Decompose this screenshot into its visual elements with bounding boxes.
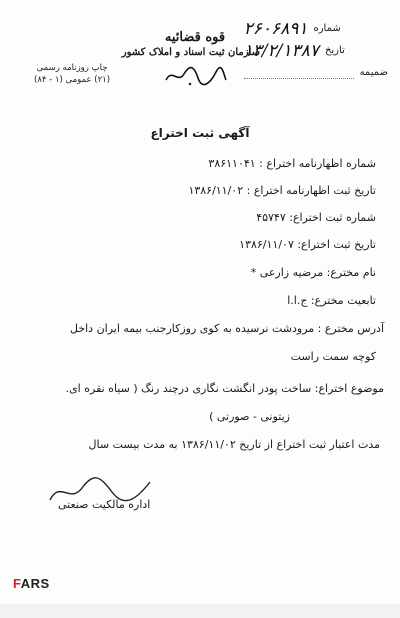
document-title: آگهی ثبت اختراع [150, 126, 250, 140]
date-value: ۱۳/۲/۱۳۸۷ [243, 41, 319, 61]
publication-line2: (۲۱) عمومی (۱ - ۸۴) [34, 75, 111, 85]
number-label: شماره [313, 23, 341, 34]
org-line1: قوه قضائیه [164, 30, 226, 45]
letterhead [121, 30, 260, 92]
number-value: ۲۶۰۶۸۹۱ [243, 19, 308, 39]
inventor-name: نام مخترع: مرضیه زارعی * [250, 266, 376, 279]
inventor-nationality: تابعیت مخترع: ج.ا.ا [287, 294, 376, 307]
issuing-office: اداره مالکیت صنعتی [58, 498, 151, 511]
number-row [244, 18, 388, 40]
declaration-date: تاریخ ثبت اظهارنامه اختراع : ۱۳۸۶/۱۱/۰۲ [188, 184, 376, 197]
inventor-address-line1: آدرس مخترع : مرودشت نرسیده به کوی روزکارجنب بیمه ایران داخل [70, 322, 384, 335]
fars-logo [13, 576, 50, 591]
declaration-number: شماره اظهارنامه اختراع : ۳۸۶۱۱۰۴۱ [208, 157, 376, 170]
letter-meta [244, 18, 388, 84]
attachment-label: ضمیمه [359, 67, 388, 78]
date-row [244, 40, 388, 62]
attachment-blank [244, 68, 354, 79]
publication-line1: چاپ روزنامه رسمی [36, 63, 108, 73]
invention-subject-line2: زیتونی - صورتی ) [209, 410, 290, 423]
patent-number: شماره ثبت اختراع: ۴۵۷۴۷ [256, 211, 376, 224]
fars-logo-rest: ARS [20, 576, 50, 591]
letterhead-logo-scribble [160, 62, 230, 88]
date-label: تاریخ [324, 45, 345, 56]
publication-note [34, 62, 110, 86]
validity-period: مدت اعتبار ثبت اختراع از تاریخ ۱۳۸۶/۱۱/۰۲ به مدت بیست سال [88, 438, 380, 451]
attachment-row [244, 62, 388, 84]
org-line2: سازمان ثبت اسناد و املاک کشور [121, 47, 260, 58]
fars-logo-first-letter: F [13, 576, 21, 591]
footer-strip [0, 604, 400, 618]
inventor-address-line2: کوچه سمت راست [290, 350, 376, 363]
patent-date: تاریخ ثبت اختراع: ۱۳۸۶/۱۱/۰۷ [239, 238, 376, 251]
invention-subject-line1: موضوع اختراع: ساخت پودر انگشت نگاری درچند رنگ ( سیاه نقره ای. [65, 382, 384, 395]
